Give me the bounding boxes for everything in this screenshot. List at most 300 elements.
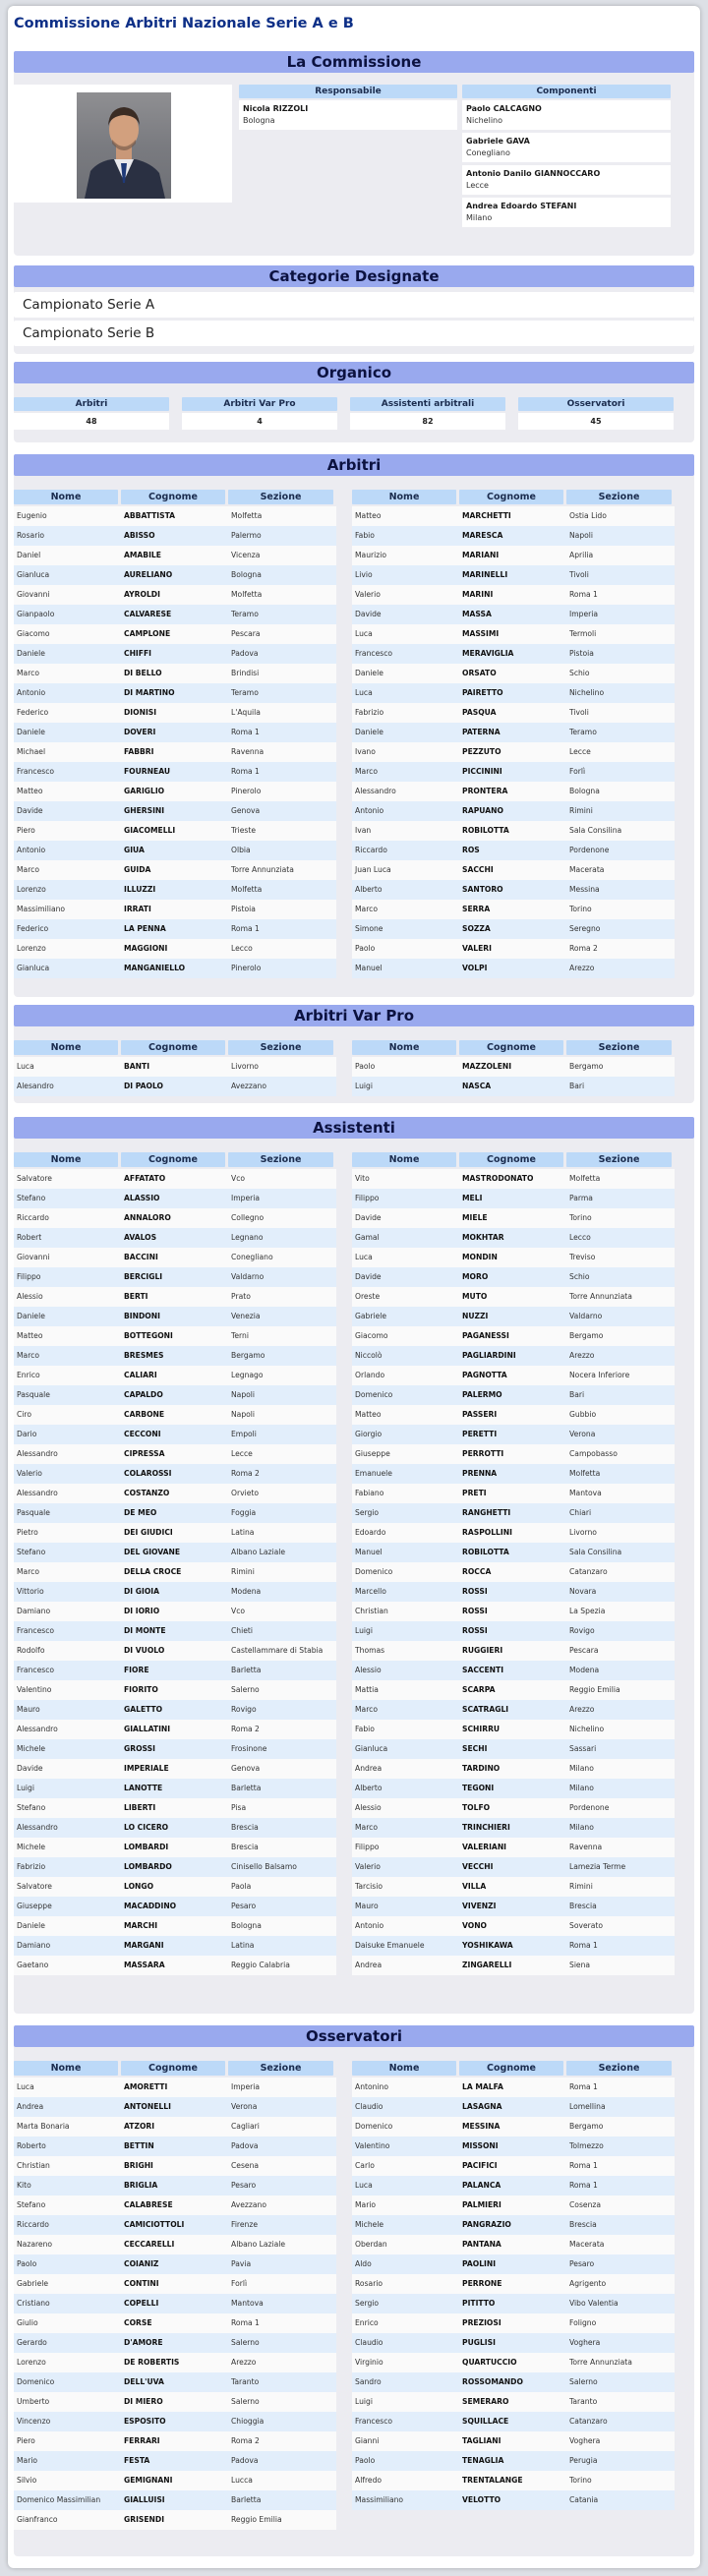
nome-cell: Lorenzo: [17, 944, 46, 953]
table-row: [14, 1484, 336, 1503]
nome-cell: Federico: [17, 708, 49, 717]
nome-cell: Alessio: [355, 1666, 382, 1674]
sezione-cell: Padova: [231, 2456, 259, 2465]
nome-cell: Francesco: [355, 649, 393, 658]
cognome-cell: VALERIANI: [462, 1843, 506, 1851]
nome-cell: Valentino: [17, 1685, 52, 1694]
cognome-cell: GUIDA: [124, 865, 151, 874]
sezione-cell: Torre Annunziata: [231, 865, 294, 874]
cognome-cell: FESTA: [124, 2456, 150, 2465]
table-row: [14, 2392, 336, 2412]
sezione-cell: Valdarno: [231, 1272, 265, 1281]
nome-cell: Valerio: [355, 1862, 381, 1871]
table-row: [352, 2333, 675, 2353]
nome-cell: Gianluca: [355, 1744, 388, 1753]
sezione-cell: Molfetta: [569, 1469, 601, 1478]
cognome-cell: PATERNA: [462, 728, 501, 736]
table-row: [14, 959, 336, 978]
table-row: [352, 880, 675, 900]
table-row: [352, 1759, 675, 1779]
nome-cell: Alessandro: [17, 1449, 58, 1458]
nome-cell: Giovanni: [17, 590, 50, 599]
sezione-cell: Palermo: [231, 531, 262, 540]
nome-cell: Francesco: [355, 2417, 393, 2426]
table-row: [352, 742, 675, 762]
nome-cell: Marta Bonaria: [17, 2122, 70, 2131]
sezione-cell: Pinerolo: [231, 787, 262, 795]
column-header-nome: Nome: [352, 490, 456, 504]
cognome-cell: RUGGIERI: [462, 1646, 503, 1655]
cognome-cell: LOMBARDI: [124, 1843, 169, 1851]
cognome-cell: MELI: [462, 1194, 483, 1202]
table-row: [352, 546, 675, 565]
nome-cell: Salvatore: [17, 1882, 52, 1891]
sezione-cell: Molfetta: [231, 885, 263, 894]
sezione-cell: Catania: [569, 2495, 599, 2504]
nome-cell: Alfredo: [355, 2476, 383, 2485]
column-header-cognome: Cognome: [121, 2061, 225, 2076]
nome-cell: Oberdan: [355, 2240, 387, 2249]
sezione-cell: Avezzano: [231, 1082, 266, 1090]
cognome-cell: ROBILOTTA: [462, 1548, 509, 1556]
table-row: [352, 1307, 675, 1326]
table-row: [352, 1228, 675, 1248]
sezione-cell: Pescara: [569, 1646, 599, 1655]
nome-cell: Giorgio: [355, 1430, 383, 1438]
table-row: [352, 900, 675, 919]
cognome-cell: RAPUANO: [462, 806, 503, 815]
cognome-cell: DOVERI: [124, 728, 156, 736]
table-row: [352, 1385, 675, 1405]
table-row: [14, 860, 336, 880]
categorie-title: Categorie Designate: [14, 265, 694, 287]
table-row: [14, 2215, 336, 2235]
cognome-cell: DELLA CROCE: [124, 1567, 182, 1576]
table-row: [352, 2235, 675, 2254]
sezione-cell: Taranto: [569, 2397, 598, 2406]
sezione-cell: Venezia: [231, 1312, 261, 1320]
nome-cell: Filippo: [355, 1194, 380, 1202]
table-row: [352, 1444, 675, 1464]
cognome-cell: ESPOSITO: [124, 2417, 166, 2426]
nome-cell: Marco: [355, 767, 378, 776]
nome-cell: Livio: [355, 570, 373, 579]
sezione-cell: Cinisello Balsamo: [231, 1862, 297, 1871]
nome-cell: Tarcisio: [355, 1882, 383, 1891]
table-header: [352, 1040, 675, 1055]
cognome-cell: PRONTERA: [462, 787, 508, 795]
componente-city: Conegliano: [466, 148, 510, 157]
nome-cell: Paolo: [355, 1062, 376, 1071]
table-row: [14, 2471, 336, 2490]
cognome-cell: VIVENZI: [462, 1902, 497, 1910]
organico-item: [14, 397, 169, 432]
osservatori-table-left: [14, 2061, 336, 2530]
table-row: [14, 1077, 336, 1096]
sezione-cell: Torre Annunziata: [569, 2358, 632, 2367]
nome-cell: Rosario: [355, 2279, 384, 2288]
table-row: [352, 959, 675, 978]
table-row: [352, 2215, 675, 2235]
table-row: [352, 1602, 675, 1621]
cognome-cell: MASSARA: [124, 1961, 165, 1969]
cognome-cell: GIUA: [124, 846, 145, 854]
cognome-cell: AVALOS: [124, 1233, 157, 1242]
sezione-cell: Voghera: [569, 2338, 601, 2347]
table-header: [352, 490, 675, 504]
table-header: [14, 2061, 336, 2076]
sezione-cell: Lamezia Terme: [569, 1862, 626, 1871]
cognome-cell: SQUILLACE: [462, 2417, 509, 2426]
sezione-cell: Pisa: [231, 1803, 247, 1812]
sezione-cell: Brescia: [231, 1823, 259, 1832]
cognome-cell: PICCININI: [462, 767, 502, 776]
table-row: [352, 1641, 675, 1661]
cognome-cell: AMORETTI: [124, 2082, 168, 2091]
table-row: [14, 2097, 336, 2117]
sezione-cell: Macerata: [569, 2240, 605, 2249]
assistenti-table-left: [14, 1152, 336, 1975]
nome-cell: Luigi: [355, 1626, 373, 1635]
cognome-cell: AMABILE: [124, 551, 161, 559]
sezione-cell: Lecce: [231, 1449, 253, 1458]
responsabile-name: Nicola RIZZOLI: [243, 104, 309, 113]
cognome-cell: GARIGLIO: [124, 787, 165, 795]
column-header-sezione: Sezione: [566, 490, 672, 504]
table-row: [352, 1248, 675, 1267]
nome-cell: Sandro: [355, 2377, 382, 2386]
sezione-cell: Lecce: [569, 747, 591, 756]
sezione-cell: Messina: [569, 885, 600, 894]
sezione-cell: Barletta: [231, 1666, 262, 1674]
table-row: [14, 1661, 336, 1680]
sezione-cell: Teramo: [231, 688, 259, 697]
sezione-cell: Napoli: [231, 1410, 256, 1419]
table-row: [14, 1680, 336, 1700]
sezione-cell: Pavia: [231, 2259, 252, 2268]
nome-cell: Luca: [355, 1253, 373, 1261]
nome-cell: Cristiano: [17, 2299, 50, 2308]
cognome-cell: ROS: [462, 846, 480, 854]
nome-cell: Enrico: [17, 1371, 40, 1379]
table-row: [352, 2156, 675, 2176]
cognome-cell: SOZZA: [462, 924, 491, 933]
nome-cell: Piero: [17, 2436, 35, 2445]
nome-cell: Marco: [17, 1351, 39, 1360]
cognome-cell: RASPOLLINI: [462, 1528, 512, 1537]
sezione-cell: Vco: [231, 1607, 246, 1615]
nome-cell: Filippo: [17, 1272, 41, 1281]
cognome-cell: CALABRESE: [124, 2200, 173, 2209]
nome-cell: Niccolò: [355, 1351, 383, 1360]
sezione-cell: Torino: [569, 2476, 592, 2485]
sezione-cell: Chioggia: [231, 2417, 265, 2426]
sezione-cell: Reggio Emilia: [231, 2515, 282, 2524]
sezione-cell: Tivoli: [569, 570, 589, 579]
table-row: [352, 664, 675, 683]
table-row: [352, 1267, 675, 1287]
table-row: [14, 821, 336, 841]
nome-cell: Gianluca: [17, 964, 50, 972]
sezione-cell: Pinerolo: [231, 964, 262, 972]
sezione-cell: Empoli: [231, 1430, 257, 1438]
table-row: [14, 1877, 336, 1897]
cognome-cell: DEI GIUDICI: [124, 1528, 173, 1537]
column-header-cognome: Cognome: [121, 1040, 225, 1055]
table-row: [352, 1798, 675, 1818]
cognome-cell: MARGANI: [124, 1941, 164, 1950]
cognome-cell: LOMBARDO: [124, 1862, 172, 1871]
table-row: [14, 703, 336, 723]
cognome-cell: LONGO: [124, 1882, 154, 1891]
table-row: [14, 1385, 336, 1405]
cognome-cell: IRRATI: [124, 905, 151, 913]
sezione-cell: Collegno: [231, 1213, 265, 1222]
cognome-cell: BERTI: [124, 1292, 148, 1301]
sezione-cell: Terni: [231, 1331, 249, 1340]
sezione-cell: Reggio Emilia: [569, 1685, 620, 1694]
table-row: [14, 585, 336, 605]
cognome-cell: DE MEO: [124, 1508, 157, 1517]
responsabile-label: Responsabile: [239, 85, 457, 98]
table-row: [14, 644, 336, 664]
sezione-cell: Bergamo: [569, 2122, 604, 2131]
cognome-cell: GIACOMELLI: [124, 826, 176, 835]
nome-cell: Dario: [17, 1430, 37, 1438]
table-row: [352, 703, 675, 723]
table-row: [14, 723, 336, 742]
arbitri-table-left: [14, 490, 336, 978]
cognome-cell: FIORITO: [124, 1685, 158, 1694]
nome-cell: Daniele: [17, 649, 45, 658]
cognome-cell: MARINI: [462, 590, 494, 599]
cognome-cell: LA PENNA: [124, 924, 166, 933]
cognome-cell: ILLUZZI: [124, 885, 156, 894]
nome-cell: Alessandro: [17, 1823, 58, 1832]
table-row: [14, 2333, 336, 2353]
organico-section: [14, 362, 694, 442]
cognome-cell: YOSHIKAWA: [462, 1941, 513, 1950]
sezione-cell: Teramo: [569, 728, 597, 736]
nome-cell: Orlando: [355, 1371, 385, 1379]
nome-cell: Vito: [355, 1174, 370, 1183]
sezione-cell: Barletta: [231, 2495, 262, 2504]
nome-cell: Valentino: [355, 2141, 390, 2150]
nome-cell: Paolo: [355, 2456, 376, 2465]
table-row: [14, 2274, 336, 2294]
nome-cell: Stefano: [17, 1803, 46, 1812]
cognome-cell: MARCHI: [124, 1921, 158, 1930]
cognome-cell: MARCHETTI: [462, 511, 511, 520]
table-row: [352, 1484, 675, 1503]
nome-cell: Filippo: [355, 1843, 380, 1851]
cognome-cell: FOURNEAU: [124, 767, 171, 776]
nome-cell: Alberto: [355, 1784, 383, 1792]
sezione-cell: Albano Laziale: [231, 2240, 286, 2249]
nome-cell: Eugenio: [17, 511, 47, 520]
nome-cell: Davide: [17, 1764, 43, 1773]
column-header-sezione: Sezione: [566, 1040, 672, 1055]
sezione-cell: Agrigento: [569, 2279, 607, 2288]
table-row: [14, 2490, 336, 2510]
nome-cell: Massimiliano: [355, 2495, 404, 2504]
cognome-cell: DI BELLO: [124, 669, 162, 677]
osservatori-table-right: [352, 2061, 675, 2510]
nome-cell: Gianfranco: [17, 2515, 58, 2524]
nome-cell: Paolo: [17, 2259, 37, 2268]
sezione-cell: Pesaro: [231, 2181, 257, 2190]
cognome-cell: COSTANZO: [124, 1489, 170, 1497]
table-row: [14, 1720, 336, 1739]
nome-cell: Davide: [355, 1213, 382, 1222]
nome-cell: Mario: [17, 2456, 38, 2465]
nome-cell: Mauro: [355, 1902, 379, 1910]
nome-cell: Gianluca: [17, 570, 50, 579]
table-row: [14, 2313, 336, 2333]
sezione-cell: Castellammare di Stabia: [231, 1646, 324, 1655]
nome-cell: Gerardo: [17, 2338, 47, 2347]
sezione-cell: Rimini: [231, 1567, 255, 1576]
column-header-cognome: Cognome: [459, 490, 563, 504]
cognome-cell: AURELIANO: [124, 570, 173, 579]
sezione-cell: Bergamo: [569, 1331, 604, 1340]
table-row: [352, 1956, 675, 1975]
sezione-cell: Valdarno: [569, 1312, 603, 1320]
nome-cell: Luca: [17, 1062, 34, 1071]
nome-cell: Giulio: [17, 2318, 38, 2327]
sezione-cell: Bologna: [569, 787, 600, 795]
table-row: [352, 2078, 675, 2097]
componente-card: [462, 198, 671, 227]
table-row: [14, 2431, 336, 2451]
cognome-cell: FIORE: [124, 1666, 149, 1674]
sezione-cell: Chieti: [231, 1626, 253, 1635]
sezione-cell: Molfetta: [231, 511, 263, 520]
sezione-cell: Ostia Lido: [569, 511, 607, 520]
sezione-cell: Arezzo: [569, 964, 595, 972]
sezione-cell: Trieste: [231, 826, 257, 835]
cognome-cell: CARBONE: [124, 1410, 165, 1419]
sezione-cell: Gubbio: [569, 1410, 597, 1419]
table-row: [14, 1346, 336, 1366]
organico-item: [182, 397, 337, 432]
cognome-cell: CECCONI: [124, 1430, 161, 1438]
sezione-cell: Padova: [231, 649, 259, 658]
sezione-cell: Verona: [231, 2102, 258, 2111]
table-row: [352, 2097, 675, 2117]
cognome-cell: MORO: [462, 1272, 489, 1281]
sezione-cell: Paola: [231, 1882, 252, 1891]
sezione-cell: Arezzo: [569, 1705, 595, 1714]
nome-cell: Paolo: [355, 944, 376, 953]
nome-cell: Sergio: [355, 2299, 380, 2308]
nome-cell: Mattia: [355, 1685, 379, 1694]
column-header-nome: Nome: [352, 2061, 456, 2076]
sezione-cell: Rimini: [569, 1882, 593, 1891]
table-row: [14, 1897, 336, 1916]
sezione-cell: Lomellina: [569, 2102, 606, 2111]
cognome-cell: CALIARI: [124, 1371, 157, 1379]
nome-cell: Daniel: [17, 551, 41, 559]
organico-value: 82: [350, 413, 505, 430]
table-row: [14, 1503, 336, 1523]
nome-cell: Marco: [17, 1567, 39, 1576]
sezione-cell: Roma 1: [569, 1941, 598, 1950]
sezione-cell: Arezzo: [569, 1351, 595, 1360]
sezione-cell: Livorno: [231, 1062, 259, 1071]
nome-cell: Alessio: [17, 1292, 43, 1301]
table-row: [352, 2254, 675, 2274]
nome-cell: Damiano: [17, 1607, 51, 1615]
nome-cell: Gabriele: [355, 1312, 387, 1320]
table-row: [352, 1779, 675, 1798]
nome-cell: Andrea: [355, 1961, 383, 1969]
cognome-cell: PALERMO: [462, 1390, 502, 1399]
cognome-cell: CONTINI: [124, 2279, 159, 2288]
componente-city: Milano: [466, 213, 493, 222]
table-row: [352, 1523, 675, 1543]
nome-cell: Ivano: [355, 747, 376, 756]
table-row: [14, 624, 336, 644]
cognome-cell: VILLA: [462, 1882, 487, 1891]
column-header-nome: Nome: [14, 2061, 118, 2076]
sezione-cell: Verona: [569, 1430, 596, 1438]
nome-cell: Vittorio: [17, 1587, 44, 1596]
table-row: [352, 782, 675, 801]
nome-cell: Matteo: [17, 787, 43, 795]
table-row: [352, 526, 675, 546]
sezione-cell: Roma 1: [231, 2318, 260, 2327]
categorie-section: [14, 265, 694, 354]
sezione-cell: Albano Laziale: [231, 1548, 286, 1556]
cognome-cell: ABBATTISTA: [124, 511, 176, 520]
table-row: [14, 1759, 336, 1779]
nome-cell: Edoardo: [355, 1528, 386, 1537]
cognome-cell: ANTONELLI: [124, 2102, 171, 2111]
cognome-cell: ZINGARELLI: [462, 1961, 512, 1969]
sezione-cell: Roma 1: [231, 767, 260, 776]
cognome-cell: VELOTTO: [462, 2495, 502, 2504]
cognome-cell: MESSINA: [462, 2122, 501, 2131]
sezione-cell: Imperia: [231, 1194, 261, 1202]
sezione-cell: Mantova: [569, 1489, 602, 1497]
sezione-cell: Imperia: [569, 610, 599, 618]
cognome-cell: PREZIOSI: [462, 2318, 502, 2327]
table-row: [352, 2451, 675, 2471]
sezione-cell: Brescia: [569, 2220, 597, 2229]
cognome-cell: ORSATO: [462, 669, 497, 677]
cognome-cell: DI GIOIA: [124, 1587, 159, 1596]
cognome-cell: VONO: [462, 1921, 488, 1930]
nome-cell: Fabrizio: [355, 708, 384, 717]
cognome-cell: ROSSOMANDO: [462, 2377, 523, 2386]
osservatori-title: Osservatori: [14, 2025, 694, 2047]
table-row: [352, 1739, 675, 1759]
table-row: [14, 1464, 336, 1484]
nome-cell: Luigi: [355, 1082, 373, 1090]
sezione-cell: Cesena: [231, 2161, 260, 2170]
cognome-cell: PAIRETTO: [462, 688, 503, 697]
table-row: [14, 1287, 336, 1307]
table-row: [352, 2431, 675, 2451]
nome-cell: Davide: [355, 1272, 382, 1281]
cognome-cell: PANGRAZIO: [462, 2220, 511, 2229]
cognome-cell: PAGANESSI: [462, 1331, 509, 1340]
cognome-cell: TRINCHIERI: [462, 1823, 510, 1832]
nome-cell: Emanuele: [355, 1469, 392, 1478]
sezione-cell: Foggia: [231, 1508, 257, 1517]
table-row: [14, 880, 336, 900]
